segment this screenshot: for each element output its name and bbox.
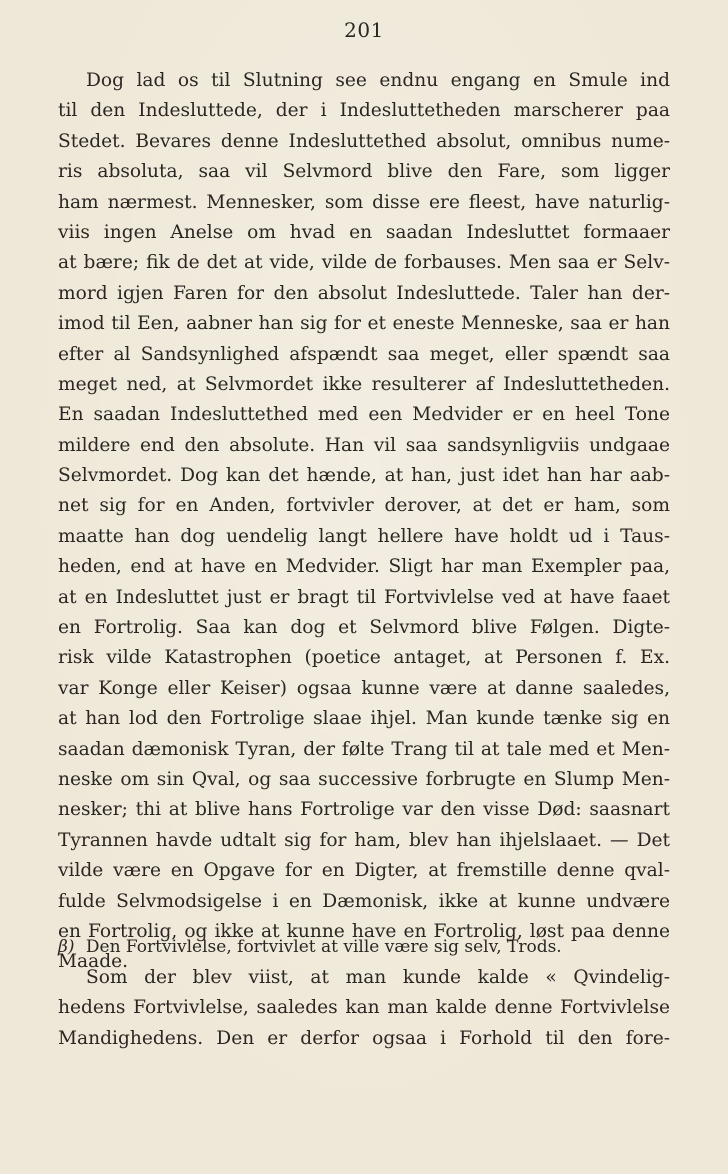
text-line: ris absoluta, saa vil Selvmord blive den Fare, som ligger bbox=[58, 161, 670, 183]
text-line: nesker; thi at blive hans Fortrolige var den visse Død: saasnart bbox=[58, 799, 670, 821]
text-line: imod til Een, aabner han sig for et eneste Menneske, saa er han bbox=[58, 313, 670, 335]
text-line: mord igjen Faren for den absolut Indesluttede. Taler han der- bbox=[58, 282, 670, 304]
section-heading bbox=[58, 932, 670, 962]
text-line: maatte han dog uendelig langt hellere have holdt ud i Taus- bbox=[58, 525, 670, 547]
text-line: mildere end den absolute. Han vil saa sandsynligviis undgaae bbox=[58, 434, 670, 456]
text-line: Selvmordet. Dog kan det hænde, at han, just idet han har aab- bbox=[58, 465, 670, 487]
paragraph-main bbox=[58, 66, 670, 978]
text-line: Dog lad os til Slutning see endnu engang en Smule ind bbox=[86, 70, 670, 91]
text-line: var Konge eller Keiser) ogsaa kunne være at danne saaledes, bbox=[58, 677, 670, 699]
text-line: at bære; fik de det at vide, vilde de forbauses. Men saa er Selv- bbox=[58, 252, 670, 274]
text-line: efter al Sandsynlighed afspændt saa meget, eller spændt saa bbox=[58, 343, 670, 365]
text-line: net sig for en Anden, fortvivler derover, at det er ham, som bbox=[58, 495, 670, 517]
text-line: fulde Selvmodsigelse i en Dæmonisk, ikke at kunne undvære bbox=[58, 890, 670, 912]
text-line: Tyrannen havde udtalt sig for ham, blev han ihjelslaaet. — Det bbox=[58, 829, 670, 851]
text-line: hedens Fortvivlelse, saaledes kan man kalde denne Fortvivlelse bbox=[58, 997, 670, 1019]
text-line: saadan dæmonisk Tyran, der følte Trang til at tale med et Men- bbox=[58, 738, 670, 760]
text-line: neske om sin Qval, og saa successive forbrugte en Slump Men- bbox=[58, 768, 670, 790]
text-line: Mandighedens. Den er derfor ogsaa i Forhold til den fore- bbox=[58, 1027, 670, 1049]
page-number: 201 bbox=[344, 18, 384, 42]
text-line: risk vilde Katastrophen (poetice antaget, at Personen f. Ex. bbox=[58, 647, 670, 669]
text-line: til den Indesluttede, der i Indesluttetheden marscherer paa bbox=[58, 100, 670, 122]
text-line: meget ned, at Selvmordet ikke resulterer af Indesluttetheden. bbox=[58, 373, 670, 395]
text-line: viis ingen Anelse om hvad en saadan Indesluttet formaaer bbox=[58, 221, 670, 243]
text-line: at en Indesluttet just er bragt til Fortvivlelse ved at have faaet bbox=[58, 586, 670, 608]
paragraph-section bbox=[58, 963, 670, 1054]
text-line: Stedet. Bevares denne Indesluttethed absolut, omnibus nume- bbox=[58, 130, 670, 152]
text-line: en Fortrolig. Saa kan dog et Selvmord blive Følgen. Digte- bbox=[58, 617, 670, 639]
text-line: Maade. bbox=[58, 951, 129, 973]
text-line: Som der blev viist, at man kunde kalde « Qvindelig- bbox=[86, 967, 670, 988]
section-marker: β) bbox=[58, 937, 75, 957]
text-line: en Fortrolig, og ikke at kunne have en Fortrolig, løst paa denne bbox=[58, 920, 670, 942]
section-title: Den Fortvivlelse, fortvivlet at ville være sig selv, Trods. bbox=[85, 937, 562, 957]
text-line: vilde være en Opgave for en Digter, at fremstille denne qval- bbox=[58, 860, 670, 882]
text-line: En saadan Indesluttethed med een Medvider er en heel Tone bbox=[58, 404, 670, 426]
text-line: heden, end at have en Medvider. Sligt har man Exempler paa, bbox=[58, 556, 670, 578]
text-line: at han lod den Fortrolige slaae ihjel. Man kunde tænke sig en bbox=[58, 708, 670, 730]
text-line: ham nærmest. Mennesker, som disse ere fleest, have naturlig- bbox=[58, 191, 670, 213]
